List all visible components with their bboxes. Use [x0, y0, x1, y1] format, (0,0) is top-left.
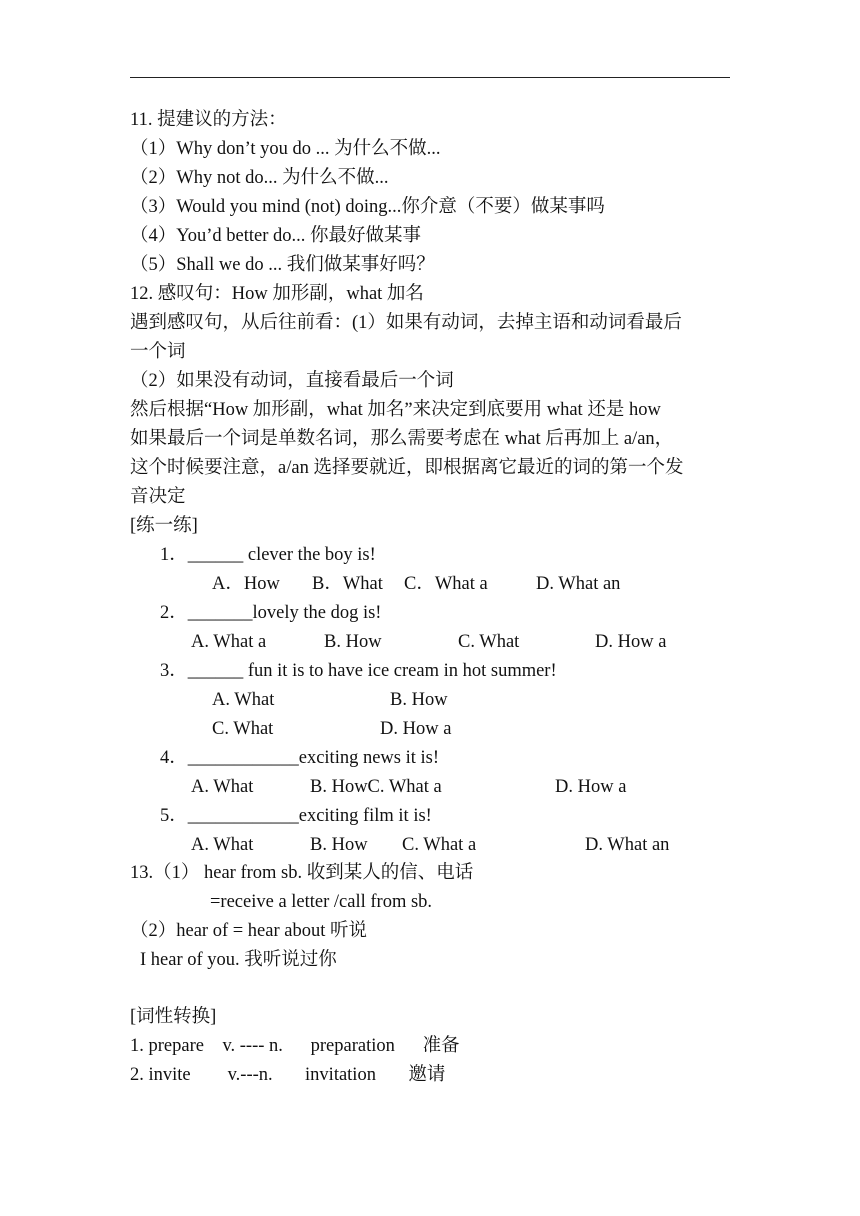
q5-option-c: C. What a — [402, 835, 477, 855]
explanation-line: 如果最后一个词是单数名词，那么需要考虑在 what 后再加上 a/an， — [130, 429, 674, 449]
word-form-2: 2. invite v.---n. invitation 邀请 — [130, 1065, 446, 1085]
q2-option-c: C. What — [458, 632, 520, 652]
explanation-line: 音决定 — [130, 487, 186, 507]
explanation-line: 一个词 — [130, 342, 186, 362]
point-12-heading: 12. 感叹句：How 加形副，what 加名 — [130, 284, 424, 304]
q1-option-a: A．How — [212, 574, 280, 594]
q3-option-a: A. What — [212, 690, 275, 710]
q1-option-b: B．What — [312, 574, 383, 594]
suggestion-5: （5）Shall we do ... 我们做某事好吗？ — [130, 255, 435, 275]
q2-option-a: A. What a — [191, 632, 267, 652]
point-13-equivalent: =receive a letter /call from sb. — [210, 892, 433, 912]
q3-option-d: D. How a — [380, 719, 452, 739]
q5-option-b: B. How — [310, 835, 368, 855]
header-rule — [130, 77, 730, 78]
point-13-item-2: （2）hear of = hear about 听说 — [130, 921, 367, 941]
question-5: 5．____________exciting film it is! — [160, 806, 432, 826]
point-13-example: I hear of you. 我听说过你 — [140, 950, 337, 970]
suggestion-3: （3）Would you mind (not) doing...你介意（不要）做某事吗 — [130, 197, 605, 217]
q3-option-b: B. How — [390, 690, 448, 710]
q1-option-d: D. What an — [536, 574, 621, 594]
point-11-heading: 11. 提建议的方法： — [130, 110, 287, 130]
explanation-line: 然后根据“How 加形副，what 加名”来决定到底要用 what 还是 how — [130, 400, 661, 420]
suggestion-4: （4）You’d better do... 你最好做某事 — [130, 226, 422, 246]
q1-option-c: C．What a — [404, 574, 488, 594]
explanation-line: （2）如果没有动词，直接看最后一个词 — [130, 371, 454, 391]
word-form-1: 1. prepare v. ---- n. preparation 准备 — [130, 1036, 460, 1056]
q2-option-b: B. How — [324, 632, 382, 652]
question-4: 4．____________exciting news it is! — [160, 748, 440, 768]
point-13-heading: 13.（1） hear from sb. 收到某人的信、电话 — [130, 863, 474, 883]
suggestion-2: （2）Why not do... 为什么不做... — [130, 168, 389, 188]
practice-heading: [练一练] — [130, 516, 198, 536]
q4-option-a: A. What — [191, 777, 254, 797]
q4-option-d: D. How a — [555, 777, 627, 797]
question-1: 1．______ clever the boy is! — [160, 545, 376, 565]
q3-option-c: C. What — [212, 719, 274, 739]
q5-option-d: D. What an — [585, 835, 670, 855]
explanation-line: 遇到感叹句，从后往前看：(1）如果有动词，去掉主语和动词看最后 — [130, 313, 682, 333]
suggestion-1: （1）Why don’t you do ... 为什么不做... — [130, 139, 441, 159]
q5-option-a: A. What — [191, 835, 254, 855]
word-form-heading: [词性转换] — [130, 1007, 217, 1027]
question-2: 2．_______lovely the dog is! — [160, 603, 382, 623]
question-3: 3．______ fun it is to have ice cream in hot summer! — [160, 661, 557, 681]
q2-option-d: D. How a — [595, 632, 667, 652]
q4-option-bc: B. HowC. What a — [310, 777, 442, 797]
explanation-line: 这个时候要注意，a/an 选择要就近，即根据离它最近的词的第一个发 — [130, 458, 684, 478]
